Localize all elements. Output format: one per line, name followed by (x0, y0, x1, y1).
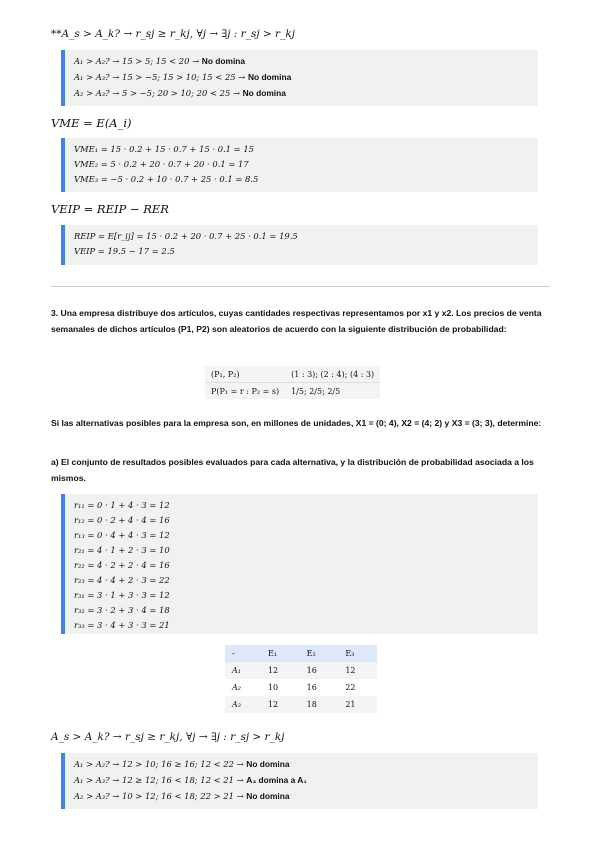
alternatives-text: Si las alternativas posibles para la empresa son, en millones de unidades, X1 = (0; 4), X2 = (4; 2) y X3 = (3; 3), determine: (51, 418, 542, 428)
table-cell: 12 (267, 700, 279, 709)
result-line: r₂₂ = 4 · 2 + 2 · 4 = 16 (74, 560, 170, 570)
result-line: r₂₁ = 4 · 1 + 2 · 3 = 10 (74, 545, 170, 555)
dominance-line: A₁ > A₃? → 12 ≥ 12; 16 < 18; 12 < 21 → A₃ domina a A₁ (74, 775, 307, 785)
vme-line: VME₁ = 15 · 0.2 + 15 · 0.7 + 15 · 0.1 = 15 (74, 144, 255, 154)
table-header-cell: E₁ (267, 649, 278, 658)
table-cell: (1 : 3); (2 : 4); (4 : 3) (285, 366, 380, 383)
part-a-text: a) El conjunto de resultados posibles evaluados para cada alternativa, y la distribución de probabilidad asociada a los mismos. (51, 457, 534, 483)
table-header-cell: E₂ (306, 649, 316, 658)
table-cell: 22 (345, 683, 356, 692)
table-cell: A₂ (232, 683, 241, 692)
probability-table (205, 366, 380, 399)
results-box (61, 494, 538, 634)
table-cell: 21 (345, 700, 356, 709)
table-cell: (P₁, P₂) (205, 366, 285, 383)
table-cell: 10 (267, 683, 279, 692)
table-header-cell: - (232, 649, 235, 658)
table-cell: 16 (306, 666, 317, 675)
result-line: r₃₃ = 3 · 4 + 3 · 3 = 21 (74, 620, 170, 630)
result-line: r₃₁ = 3 · 1 + 3 · 3 = 12 (74, 590, 170, 600)
vme-box (61, 138, 538, 192)
dominance-heading-2: A_s > A_k? → r_sj ≥ r_kj, ∀j → ∃j : r_sj > r_kj (51, 731, 285, 743)
reip-line: REIP = E[r_ij] = 15 · 0.2 + 20 · 0.7 + 25 · 0.1 = 19.5 (74, 231, 298, 241)
dominance-line: A₁ > A₂? → 15 > 5; 15 < 20 → No domina (74, 56, 246, 66)
results-table (225, 645, 377, 713)
table-cell: 16 (306, 683, 317, 692)
vme-line: VME₃ = −5 · 0.2 + 10 · 0.7 + 25 · 0.1 = 8.5 (74, 174, 259, 184)
table-cell: 18 (306, 700, 317, 709)
section-divider (51, 286, 550, 287)
veip-box (61, 225, 538, 265)
dominance-line: A₂ > A₃? → 10 > 12; 16 < 18; 22 > 21 → No domina (74, 791, 290, 801)
result-line: r₁₂ = 0 · 2 + 4 · 4 = 16 (74, 515, 170, 525)
table-cell: 12 (345, 666, 356, 675)
dominance-line: A₂ > A₃? → 5 > −5; 20 > 10; 20 < 25 → No domina (74, 88, 286, 98)
table-cell: A₃ (232, 700, 241, 709)
result-line: r₁₃ = 0 · 4 + 4 · 3 = 12 (74, 530, 170, 540)
vme-line: VME₂ = 5 · 0.2 + 20 · 0.7 + 20 · 0.1 = 17 (74, 159, 249, 169)
table-cell: 12 (267, 666, 279, 675)
veip-line: VEIP = 19.5 − 17 = 2.5 (74, 246, 175, 256)
problem-3-intro: 3. Una empresa distribuye dos artículos, cuyas cantidades respectivas representamos por x1 y x2. Los precios de venta semanales de dichos artículos (P1, P2) son aleatorios de acuerdo con la siguiente distribución de probabilidad: (51, 308, 542, 334)
table-cell: P(P₁ = r : P₂ = s) (211, 386, 280, 396)
table-row (205, 383, 380, 400)
dominance-box-2 (61, 753, 538, 809)
dominance-box-1 (61, 50, 538, 106)
table-header-row (225, 645, 377, 662)
dominance-heading-1: **A_s > A_k? → r_sj ≥ r_kj, ∀j → ∃j : r_sj > r_kj (51, 28, 295, 40)
table-row (225, 679, 377, 696)
table-cell: 1/5; 2/5; 2/5 (291, 386, 341, 396)
vme-heading: VME = E(A_i) (51, 116, 132, 130)
result-line: r₁₁ = 0 · 1 + 4 · 3 = 12 (74, 500, 170, 510)
table-row (225, 662, 377, 679)
table-row (225, 696, 377, 713)
dominance-line: A₁ > A₃? → 15 > −5; 15 > 10; 15 < 25 → No domina (74, 72, 292, 82)
table-header-cell: E₃ (345, 649, 355, 658)
veip-heading: VEIP = REIP − RER (51, 202, 169, 216)
result-line: r₃₂ = 3 · 2 + 3 · 4 = 18 (74, 605, 170, 615)
table-cell: A₁ (232, 666, 241, 675)
table-row (205, 366, 380, 383)
result-line: r₂₃ = 4 · 4 + 2 · 3 = 22 (74, 575, 170, 585)
dominance-line: A₁ > A₂? → 12 > 10; 16 ≥ 16; 12 < 22 → No domina (74, 759, 290, 769)
